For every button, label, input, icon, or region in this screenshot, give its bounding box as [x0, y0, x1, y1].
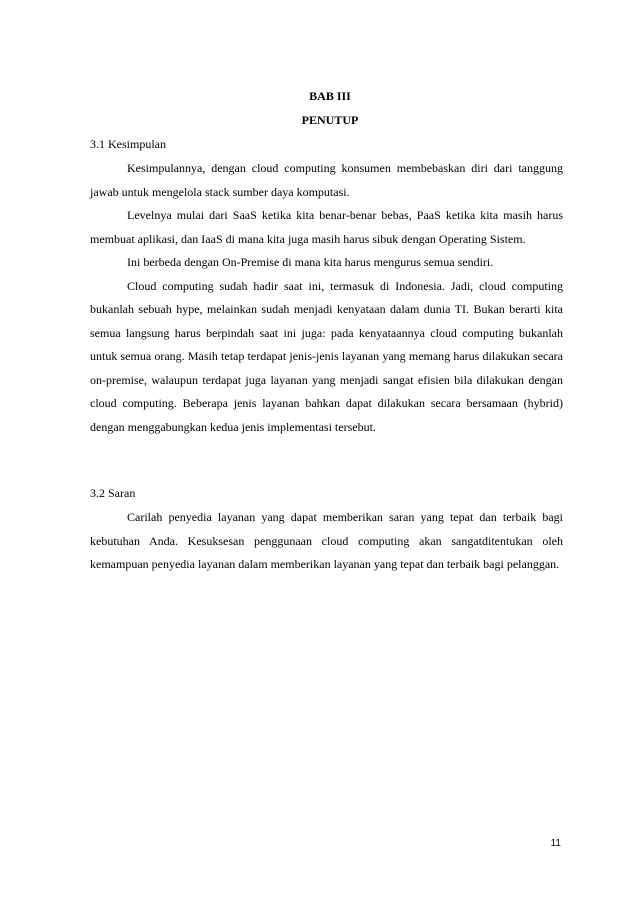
chapter-label: BAB III — [309, 89, 351, 103]
paragraph: Ini berbeda dengan On-Premise di mana kita harus mengurus semua sendiri. — [127, 255, 494, 269]
paragraph: Cloud computing sudah hadir saat ini, termasuk di Indonesia. Jadi, cloud computing bukanlah sebuah hype, melainkan sudah menjadi kenyataan dalam dunia TI. Bukan berarti kita semua langsung harus berpindah saat ini juga: pada kenyataannya cloud computing bukanlah untuk semua orang. Masih tetap terdapat jenis-jenis layanan yang memang harus dilakukan secara on-premise, walaupun terdapat juga layanan yang menjadi sangat efisien bila dilakukan dengan cloud computing. Beberapa jenis layanan bahkan dapat dilakukan secara bersamaan (hybrid) dengan menggabungkan kedua jenis implementasi tersebut. — [90, 278, 563, 434]
paragraph: Levelnya mulai dari SaaS ketika kita benar-benar bebas, PaaS ketika kita masih harus membuat aplikasi, dan IaaS di mana kita juga masih harus sibuk dengan Operating Sistem. — [90, 208, 563, 246]
section-title-kesimpulan: 3.1 Kesimpulan — [90, 137, 166, 151]
paragraph: Kesimpulannya, dengan cloud computing konsumen membebaskan diri dari tanggung jawab untuk mengelola stack sumber daya komputasi. — [90, 161, 563, 199]
section-body-saran — [90, 506, 563, 577]
page-number: 11 — [550, 838, 561, 849]
paragraph: Carilah penyedia layanan yang dapat memberikan saran yang tepat dan terbaik bagi kebutuhan Anda. Kesuksesan penggunaan cloud computing akan sangatditentukan oleh kemampuan penyedia layanan dalam memberikan layanan yang tepat dan terbaik bagi pelanggan. — [90, 510, 563, 571]
section-body-kesimpulan — [90, 157, 563, 439]
chapter-title: PENUTUP — [301, 113, 359, 127]
section-title-saran: 3.2 Saran — [90, 486, 136, 500]
